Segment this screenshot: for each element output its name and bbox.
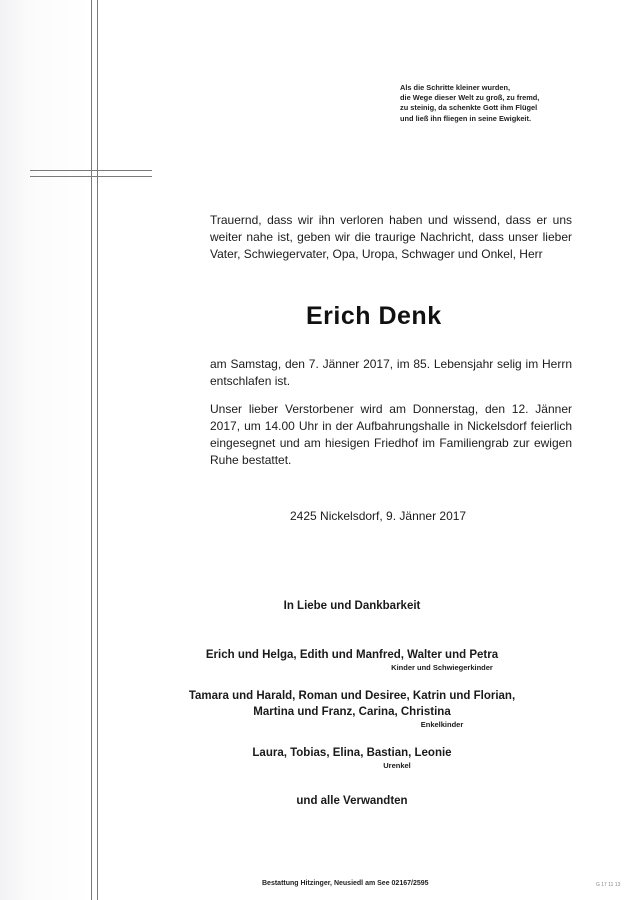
cross-vertical-line (97, 0, 98, 900)
grandchildren-group (102, 688, 602, 729)
poem-line: die Wege dieser Welt zu groß, zu fremd, (400, 93, 540, 103)
grandchildren-relation: Enkelkinder (420, 720, 464, 729)
funeral-notice: Unser lieber Verstorbener wird am Donnerstag, den 12. Jänner 2017, um 14.00 Uhr in der Aufbahrungshalle in Nickelsdorf feierlich eingesegnet und am hiesigen Friedhof im Familiengrab zur ewigen Ruhe bestattet. (210, 402, 572, 467)
intro-text: Trauernd, dass wir ihn verloren haben und wissend, dass er uns weiter nahe ist, geben wir die traurige Nachricht, dass unser lieber Vater, Schwiegervater, Opa, Uropa, Schwager und Onkel, Herr (210, 213, 572, 261)
cross-vertical-line (91, 0, 92, 900)
closing-line: und alle Verwandten (296, 795, 408, 807)
children-group (102, 647, 602, 672)
cross-horizontal-line (30, 170, 152, 171)
great-grandchildren-relation: Urenkel (383, 761, 411, 770)
great-grandchildren-group (102, 745, 602, 770)
death-notice: am Samstag, den 7. Jänner 2017, im 85. Lebensjahr selig im Herrn entschlafen ist. (210, 357, 572, 388)
children-names: Erich und Helga, Edith und Manfred, Walter und Petra (205, 649, 499, 661)
funeral-home-footer: Bestattung Hitzinger, Neusiedl am See 02167/2595 (262, 880, 429, 887)
deceased-name: Erich Denk (306, 302, 442, 330)
mourners-heading: In Liebe und Dankbarkeit (283, 600, 421, 612)
cross-horizontal-line (30, 176, 152, 177)
grandchildren-names: Martina und Franz, Carina, Christina (253, 706, 451, 718)
place-date: 2425 Nickelsdorf, 9. Jänner 2017 (290, 509, 467, 523)
poem-line: und ließ ihn fliegen in seine Ewigkeit. (400, 113, 531, 123)
great-grandchildren-names: Laura, Tobias, Elina, Bastian, Leonie (252, 747, 452, 759)
children-relation: Kinder und Schwiegerkinder (391, 663, 493, 672)
poem-line: zu steinig, da schenkte Gott ihm Flügel (400, 103, 538, 113)
poem (400, 83, 580, 124)
grandchildren-names: Tamara und Harald, Roman und Desiree, Katrin und Florian, (188, 690, 516, 702)
print-code: G 17 11 13 (596, 882, 621, 888)
poem-line: Als die Schritte kleiner wurden, (400, 83, 511, 92)
